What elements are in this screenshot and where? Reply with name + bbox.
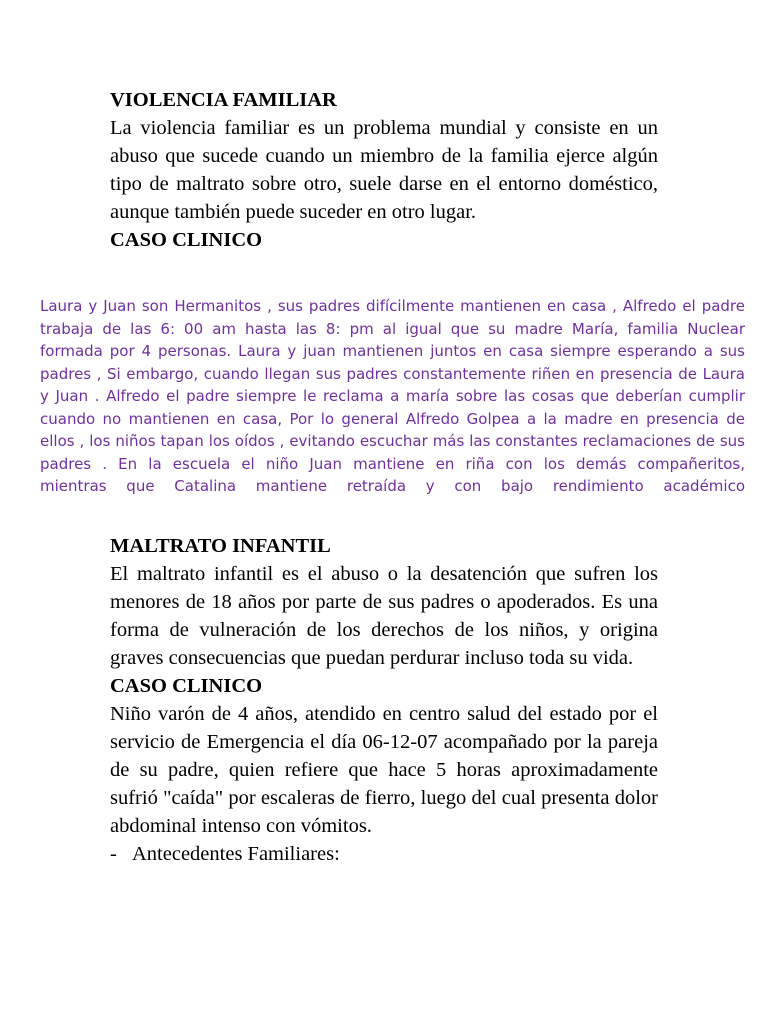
case-line: mientras que Catalina mantiene retraída y con bajo rendimiento académico <box>40 477 745 495</box>
case-heading-2: CASO CLINICO <box>110 675 263 697</box>
case-line: y Juan . Alfredo el padre siempre le reclama a maría sobre las cosas que deberían cumplir <box>40 387 745 405</box>
case-line: trabaja de las 6: 00 am hasta las 8: pm al igual que su madre María, familia Nuclear <box>40 319 745 338</box>
case-text-maltrato-infantil: Niño varón de 4 años, atendido en centro salud del estado por el servicio de Emergencia el día 06-12-07 acompañado por la pareja de su padre, quien refiere que hace 5 horas aproximadamente sufrió "caída" por escaleras de fierro, luego del cual presenta dolor abdominal intenso con vómitos. <box>110 703 658 837</box>
section-title-violencia-familiar: VIOLENCIA FAMILIAR <box>110 89 337 111</box>
case-line: Laura y Juan son Hermanitos , sus padres difícilmente mantienen en casa , Alfredo el padre <box>40 297 745 315</box>
paragraph-violencia-familiar: La violencia familiar es un problema mundial y consiste en un abuso que sucede cuando un miembro de la familia ejerce algún tipo de maltrato sobre otro, suele darse en el entorno doméstico, aunque también puede suceder en otro lugar. <box>110 117 658 223</box>
case-text-violencia-familiar <box>40 295 745 498</box>
bullet-dash: - <box>110 843 117 865</box>
case-heading-1: CASO CLINICO <box>110 229 263 251</box>
paragraph-maltrato-infantil: El maltrato infantil es el abuso o la desatención que sufren los menores de 18 años por parte de sus padres o apoderados. Es una forma de vulneración de los derechos de los niños, y origina graves consecuencias que puedan perdurar incluso toda su vida. <box>110 563 658 669</box>
section-maltrato-infantil <box>110 532 658 868</box>
bullet-item-antecedentes <box>110 840 658 868</box>
case-line: cuando no mantienen en casa, Por lo general Alfredo Golpea a la madre en presencia de <box>40 409 745 428</box>
case-line: formada por 4 personas. Laura y juan mantienen juntos en casa siempre esperando a sus <box>40 342 745 360</box>
bullet-text: Antecedentes Familiares: <box>132 843 340 865</box>
case-line: padres , Si embargo, cuando llegan sus padres constantemente riñen en presencia de Laura <box>40 364 745 383</box>
case-line: padres . En la escuela el niño Juan mantiene en riña con los demás compañeritos, <box>40 454 745 473</box>
section-title-maltrato-infantil: MALTRATO INFANTIL <box>110 535 331 557</box>
section-violencia-familiar <box>110 86 658 254</box>
case-line: ellos , los niños tapan los oídos , evitando escuchar más las constantes reclamaciones de sus <box>40 432 745 450</box>
